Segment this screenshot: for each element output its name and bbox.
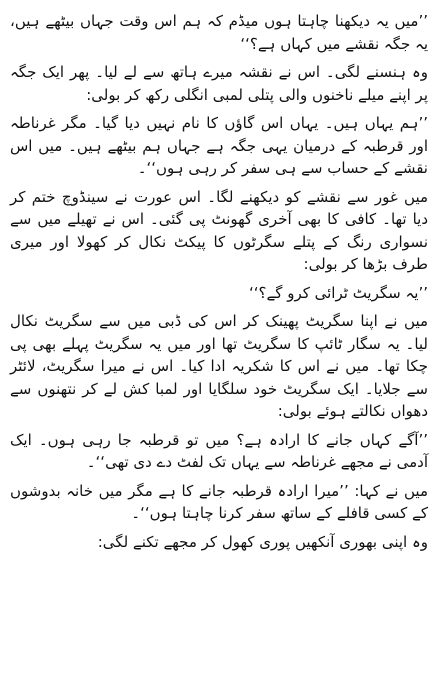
paragraph-6: میں نے اپنا سگریٹ پھینک کر اس کی ڈبی میں سے سگریٹ نکال لیا۔ یہ سگار ٹائپ کا سگریٹ تھا اور میں یہ سگریٹ پہلے بھی پی چکا تھا۔ میں نے اس کا شکریہ ادا کیا۔ اس نے میرا سگریٹ، لائٹر سے جلایا۔ ایک سگریٹ خود سلگایا اور لمبا کش لے کر نتھنوں سے دھواں نکالتے ہوئے بولی:	[10, 312, 428, 420]
urdu-text-body	[10, 10, 428, 553]
paragraph-1: ’’میں یہ دیکھنا چاہتا ہوں میڈم کہ ہم اس وقت جہاں بیٹھے ہیں، یہ جگہ نقشے میں کہاں ہے؟‘‘	[10, 12, 428, 53]
paragraph-7: ’’آگے کہاں جانے کا ارادہ ہے؟ میں تو قرطبہ جا رہی ہوں۔ ایک آدمی نے مجھے غرناطہ سے یہاں تک لفٹ دے دی تھی‘‘۔	[10, 430, 428, 471]
paragraph-5: ’’یہ سگریٹ ٹرائی کرو گے؟‘‘	[249, 283, 428, 302]
paragraph-3: ’’ہم یہاں ہیں۔ یہاں اس گاؤں کا نام نہیں دیا گیا۔ مگر غرناطہ اور قرطبہ کے درمیان یہی جگہ ہے جہاں ہم بیٹھے ہیں۔ میں اس نقشے کے حساب سے ہی سفر کر رہی ہوں‘‘۔	[10, 114, 428, 177]
paragraph-2: وہ ہنسنے لگی۔ اس نے نقشہ میرے ہاتھ سے لے لیا۔ پھر ایک جگہ پر اپنے میلے ناخنوں والی پتلی لمبی انگلی رکھ کر بولی:	[10, 63, 428, 104]
paragraph-9: وہ اپنی بھوری آنکھیں پوری کھول کر مجھے تکنے لگی:	[97, 532, 428, 551]
paragraph-8: میں نے کہا: ’’میرا ارادہ قرطبہ جانے کا ہے مگر میں خانہ بدوشوں کے کسی قافلے کے ساتھ سفر کرنا چاہتا ہوں‘‘۔	[10, 481, 428, 522]
paragraph-4: میں غور سے نقشے کو دیکھنے لگا۔ اس عورت نے سینڈوچ ختم کر دیا تھا۔ کافی کا بھی آخری گھونٹ پی گئی۔ اس نے تھیلے میں سے نسواری رنگ کے پتلے سگرٹوں کا پیکٹ نکال کر کھولا اور میری طرف بڑھا کر بولی:	[10, 187, 428, 273]
